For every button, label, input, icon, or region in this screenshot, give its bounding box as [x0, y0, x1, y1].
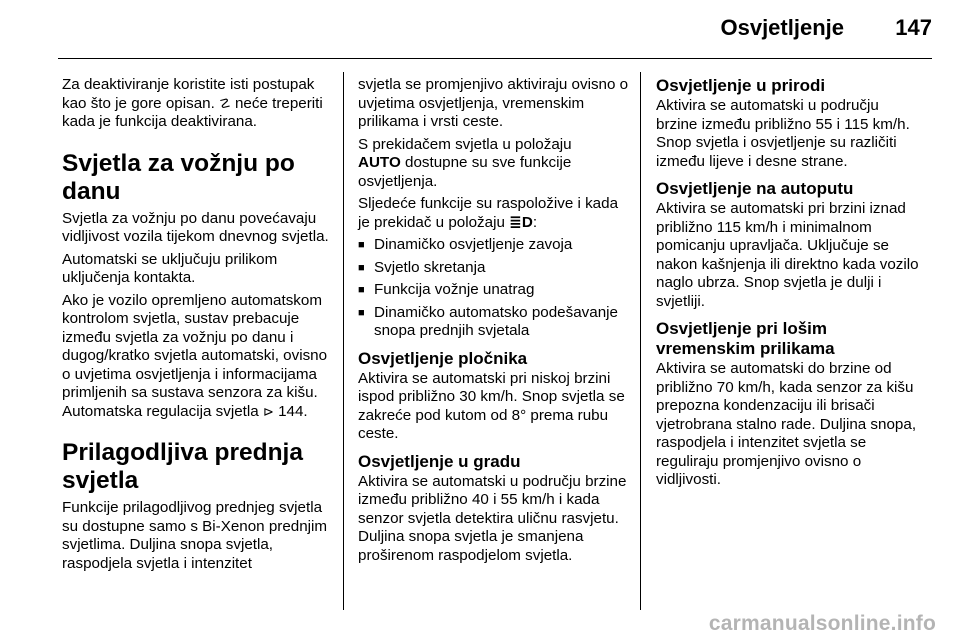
light-indicator-icon: ☡: [219, 95, 231, 111]
page-number: 147: [895, 15, 932, 40]
heading-country-lighting: Osvjetljenje u prirodi: [656, 76, 826, 95]
list-item: ■ Svjetlo skretanja: [358, 258, 486, 276]
watermark: carmanualsonline.info: [708, 612, 936, 635]
drl-paragraph-3: Ako je vozilo opremljeno automatskom kontrolom svjetla, sustav prebacuje između svjetla za vožnju po danu i dugog/kratko svjetla automatski, ovisno o uvjetima osvjetljenja i informacijama primljenih sa sustava senzora za kišu. Automatska regulacija svjetla ⊳ 144.: [62, 291, 328, 420]
low-beam-icon: ≣D: [509, 213, 533, 231]
city-lighting-paragraph: Aktivira se automatski u području brzine između približno 40 i 55 km/h i kada senzor svjetla detektira uličnu rasvjetu. Duljina snopa svjetla je smanjena proširenom raspodjelom svjetla.: [358, 472, 627, 564]
intro-paragraph: Za deaktiviranje koristite isti postupak kao što je gore opisan. ☡ neće treperiti kada je funkcija deaktivirana.: [62, 76, 323, 130]
column-middle: [358, 76, 630, 569]
drl-paragraph-1: Svjetla za vožnju po danu povećavaju vidljivost vozila tijekom dnevnog svjetla.: [62, 209, 329, 245]
heading-town-lighting: Osvjetljenje pločnika: [358, 348, 528, 368]
list-item: ■ Dinamičko osvjetljenje zavoja: [358, 236, 573, 253]
bullet-icon: ■: [358, 306, 365, 319]
bullet-icon: ■: [358, 239, 365, 251]
column-left: [62, 76, 330, 577]
list-item: ■ Dinamičko automatsko podešavanje snopa prednjih svjetala: [358, 303, 618, 339]
heading-daytime-running-lights: Svjetla za vožnju po danu: [62, 149, 295, 205]
column-divider-1: [343, 72, 344, 610]
function-list: [358, 236, 630, 341]
chapter-title: Osvjetljenje: [720, 15, 844, 40]
heading-adaptive-forward-lighting: Prilagodljiva prednja svjetla: [62, 439, 303, 494]
bullet-icon: ■: [358, 284, 365, 296]
town-lighting-paragraph: Aktivira se automatski pri niskoj brzini ispod približno 30 km/h. Snop svjetla se zakreće pod kutom od 8° prema rubu ceste.: [358, 369, 625, 442]
drl-paragraph-2: Automatski se uključuju prilikom uključenja kontakta.: [62, 250, 278, 286]
list-item: ■ Funkcija vožnje unatrag: [358, 281, 535, 298]
headlight-position-paragraph: Sljedeće funkcije su raspoložive i kada je prekidač u položaju ≣D:: [358, 195, 619, 231]
heading-bad-weather-lighting: Osvjetljenje pri lošim vremenskim prilikama: [656, 319, 835, 358]
header-divider: [58, 58, 932, 59]
heading-city-lighting: Osvjetljenje u gradu: [358, 451, 521, 471]
column-divider-2: [640, 72, 641, 610]
bad-weather-paragraph: Aktivira se automatski do brzine od približno 70 km/h, kada senzor za kišu prepozna kondenzaciju ili brisači vjetrobrana stalno rade. Duljina snopa, raspodjela i intenzitet svjetla se reguliraju promjenjivo ovisno o vidljivosti.: [656, 360, 917, 488]
afl-continued-paragraph: svjetla se promjenjivo aktiviraju ovisno o uvjetima osvjetljenja, vremenskim prilikama i vrsti ceste.: [358, 76, 629, 130]
afl-paragraph-1: Funkcije prilagodljivog prednjeg svjetla su dostupne samo s Bi-Xenon prednjim svjetlima. Duljina snopa svjetla, raspodjela svjetla i intenzitet: [62, 499, 328, 572]
page-reference-icon: ⊳: [262, 403, 274, 419]
auto-switch-paragraph: S prekidačem svjetla u položaju AUTO dostupne su sve funkcije osvjetljenja.: [358, 135, 572, 190]
page-reference-link[interactable]: 144.: [278, 402, 308, 420]
page-header: [0, 0, 960, 62]
motorway-lighting-paragraph: Aktivira se automatski pri brzini iznad približno 115 km/h i minimalnom pomicanju upravljača. Uključuje se nakon kašnjenja ili direktno kada vozilo naglo ubrza. Snop svjetla je dulji i svjetliji.: [656, 200, 919, 310]
bullet-icon: ■: [358, 261, 365, 274]
auto-position-label: AUTO: [358, 154, 401, 171]
country-lighting-paragraph: Aktivira se automatski u području brzine između približno 55 i 115 km/h. Snop svjetla i osvjetljenje su različiti između lijeve i desne strane.: [656, 97, 910, 170]
column-right: [656, 76, 924, 494]
heading-motorway-lighting: Osvjetljenje na autoputu: [656, 179, 854, 198]
